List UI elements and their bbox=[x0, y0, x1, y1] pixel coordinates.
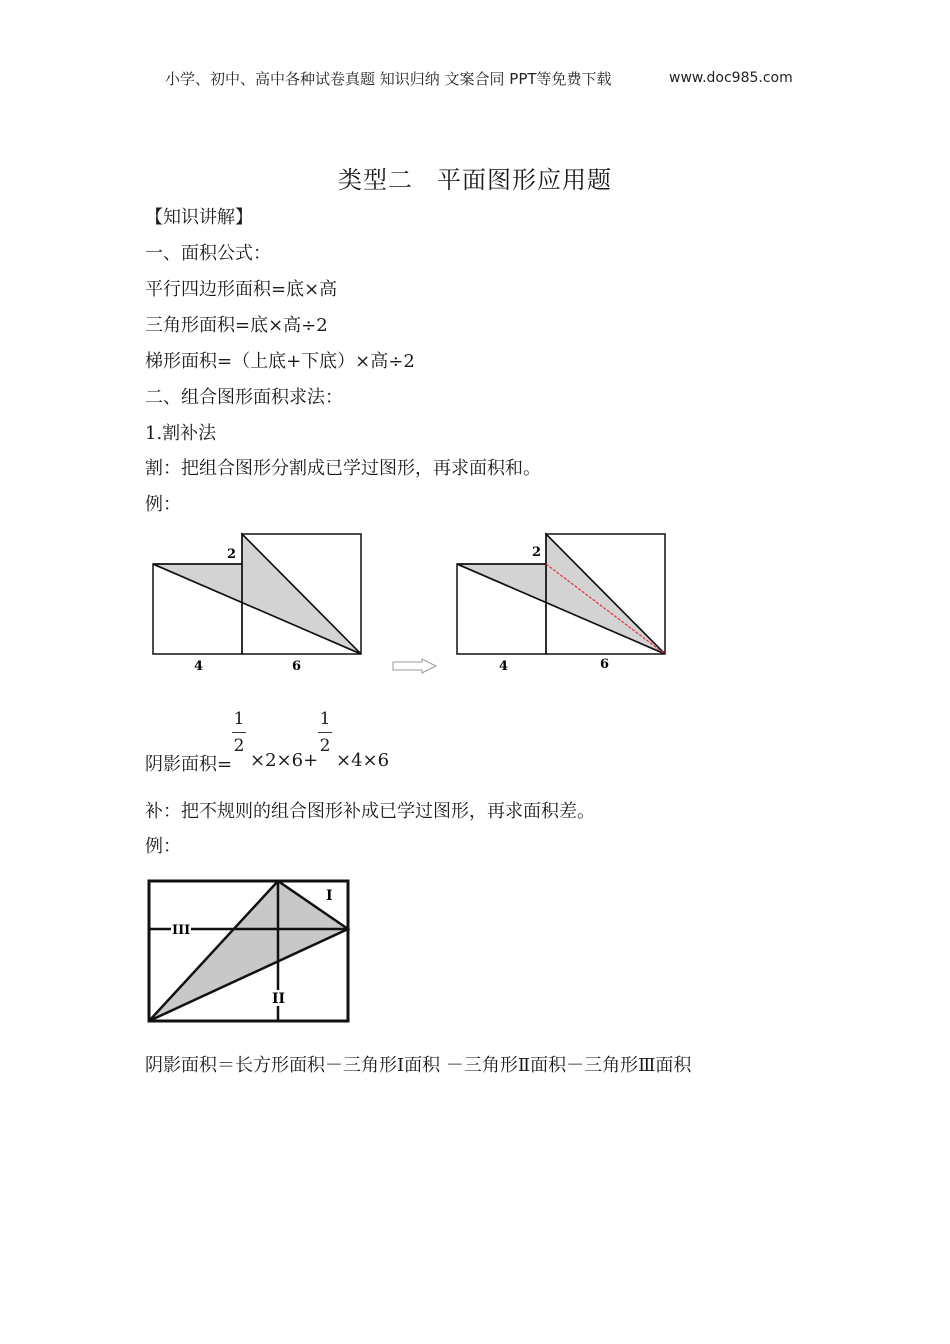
cut-description: 割：把组合图形分割成已学过图形，再求面积和。 bbox=[145, 458, 541, 479]
title-type: 类型二 bbox=[338, 166, 413, 194]
parallelogram-formula: 平行四边形面积=底×高 bbox=[145, 279, 338, 300]
shade-area-prefix: 阴影面积= bbox=[145, 754, 233, 775]
fraction-2 bbox=[317, 709, 333, 756]
label-top: 2 bbox=[532, 545, 542, 560]
label-triangle-I: I bbox=[326, 888, 333, 904]
figure-fill-rectangle bbox=[143, 876, 358, 1028]
fraction-numerator: 1 bbox=[319, 709, 331, 729]
label-triangle-III: III bbox=[172, 923, 191, 938]
right-arrow-icon bbox=[392, 658, 438, 674]
fraction-numerator: 1 bbox=[233, 709, 245, 729]
shaded-region bbox=[457, 534, 665, 654]
triangle-formula: 三角形面积=底×高÷2 bbox=[145, 315, 328, 336]
section-knowledge: 【知识讲解】 bbox=[145, 207, 253, 228]
fraction-1 bbox=[231, 709, 247, 756]
label-width-right: 6 bbox=[600, 657, 610, 672]
shade-area-conclusion: 阴影面积＝长方形面积－三角形Ⅰ面积 －三角形Ⅱ面积－三角形Ⅲ面积 bbox=[145, 1055, 692, 1076]
example-label-1: 例： bbox=[145, 494, 181, 515]
formula-term-2: ×4×6 bbox=[336, 750, 390, 771]
shaded-triangle bbox=[149, 881, 348, 1021]
formula-term-1: ×2×6+ bbox=[250, 750, 319, 771]
formula-heading: 一、面积公式： bbox=[145, 243, 271, 264]
composite-heading: 二、组合图形面积求法： bbox=[145, 387, 343, 408]
fraction-denominator: 2 bbox=[319, 736, 331, 756]
figure-cut-original bbox=[145, 528, 370, 678]
figure-cut-split bbox=[449, 528, 674, 678]
label-triangle-II: II bbox=[272, 991, 286, 1007]
label-top: 2 bbox=[227, 547, 237, 562]
shaded-region bbox=[153, 534, 361, 654]
header-text: 小学、初中、高中各种试卷真题 知识归纳 文案合同 PPT等免费下载 bbox=[165, 70, 612, 88]
page-title bbox=[0, 160, 950, 195]
method-cut-fill: 1.割补法 bbox=[145, 423, 217, 444]
header-url[interactable]: www.doc985.com bbox=[669, 70, 793, 86]
label-width-left: 4 bbox=[194, 659, 204, 674]
label-width-right: 6 bbox=[292, 659, 302, 674]
label-width-left: 4 bbox=[499, 659, 509, 674]
trapezoid-formula: 梯形面积=（上底+下底）×高÷2 bbox=[145, 351, 415, 372]
title-topic: 平面图形应用题 bbox=[437, 166, 612, 194]
example-label-2: 例： bbox=[145, 836, 181, 857]
fill-description: 补：把不规则的组合图形补成已学过图形，再求面积差。 bbox=[145, 801, 595, 822]
fraction-denominator: 2 bbox=[233, 736, 245, 756]
